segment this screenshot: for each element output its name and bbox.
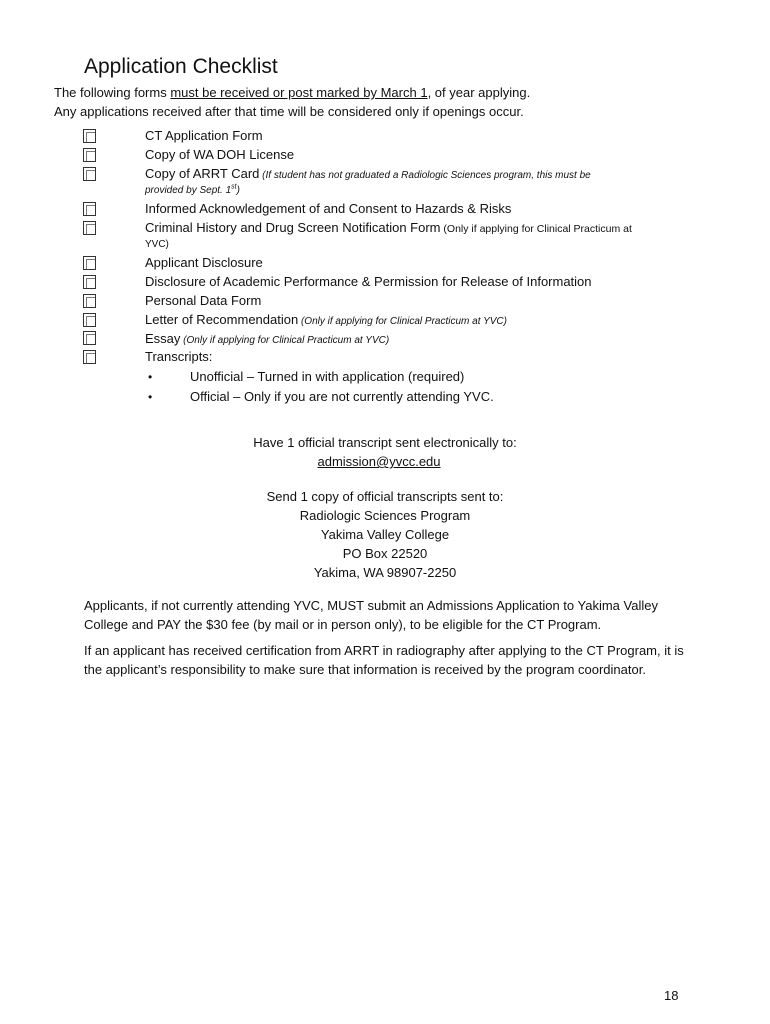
item-recommendation-note: (Only if applying for Clinical Practicum at YVC) <box>298 316 507 327</box>
arrt-note-sup: st <box>231 183 237 191</box>
item-doh-license: Copy of WA DOH License <box>145 147 295 162</box>
electronic-transcript-line: Have 1 official transcript sent electronically to: <box>253 435 517 450</box>
intro-text <box>54 83 530 121</box>
checkbox-criminal-history[interactable] <box>83 221 96 235</box>
address-line-1: Radiologic Sciences Program <box>299 508 471 523</box>
intro-line-1-pre: The following forms <box>54 85 171 100</box>
item-criminal-history <box>145 219 632 238</box>
checkbox-applicant-disclosure[interactable] <box>83 256 96 270</box>
transcript-official: Official – Only if you are not currently attending YVC. <box>190 389 494 404</box>
address-line-2: Yakima Valley College <box>320 527 450 542</box>
item-essay-label: Essay <box>145 331 181 346</box>
admission-email-link[interactable]: admission@yvcc.edu <box>317 454 441 469</box>
admissions-paragraph: Applicants, if not currently attending YVC, MUST submit an Admissions Application to Yakima Valley College and PAY the $30 fee (by mail or in person only), to be eligible for the CT Program. <box>84 598 658 632</box>
item-arrt-card-label: Copy of ARRT Card <box>145 166 260 181</box>
item-arrt-card <box>145 165 591 185</box>
item-transcripts: Transcripts: <box>145 349 213 364</box>
checkbox-transcripts[interactable] <box>83 350 96 364</box>
arrt-certification-paragraph: If an applicant has received certification from ARRT in radiography after applying to the CT Program, it is the applicant’s responsibility to make sure that information is received by the program coordinator. <box>84 643 684 677</box>
checkbox-academic-disclosure[interactable] <box>83 275 96 289</box>
page-title: Application Checklist <box>84 55 278 78</box>
item-essay-note: (Only if applying for Clinical Practicum at YVC) <box>180 335 390 346</box>
checkbox-recommendation[interactable] <box>83 313 96 327</box>
checkbox-essay[interactable] <box>83 331 96 345</box>
address-line-4: Yakima, WA 98907-2250 <box>313 565 457 580</box>
mail-transcript-line: Send 1 copy of official transcripts sent to: <box>266 489 504 504</box>
checkbox-arrt-card[interactable] <box>83 167 96 181</box>
checkbox-doh-license[interactable] <box>83 148 96 162</box>
item-arrt-card-note: (If student has not graduated a Radiologic Sciences program, this must be <box>259 170 591 181</box>
deadline-text: must be received or post marked by March 1 <box>170 85 428 100</box>
bullet-unofficial: • <box>148 370 153 384</box>
item-criminal-history-note-cont: YVC) <box>145 239 169 250</box>
arrt-note-cont-post: ) <box>236 185 240 196</box>
checkbox-personal-data[interactable] <box>83 294 96 308</box>
item-recommendation-label: Letter of Recommendation <box>145 312 299 327</box>
item-criminal-history-note: (Only if applying for Clinical Practicum at <box>440 223 632 235</box>
admission-email-row <box>0 452 770 471</box>
transcript-unofficial: Unofficial – Turned in with application (required) <box>190 369 465 384</box>
item-ct-application: CT Application Form <box>145 128 263 143</box>
item-applicant-disclosure: Applicant Disclosure <box>145 255 263 270</box>
item-arrt-card-note-cont <box>145 184 240 198</box>
checkbox-ct-application[interactable] <box>83 129 96 143</box>
item-recommendation <box>145 311 507 331</box>
item-criminal-history-label: Criminal History and Drug Screen Notification Form <box>145 220 441 235</box>
checkbox-informed-acknowledgement[interactable] <box>83 202 96 216</box>
intro-line-1-post: , of year applying. <box>427 85 531 100</box>
address-line-3: PO Box 22520 <box>342 546 428 561</box>
item-personal-data: Personal Data Form <box>145 293 262 308</box>
item-informed-acknowledgement: Informed Acknowledgement of and Consent to Hazards & Risks <box>145 201 512 216</box>
item-essay <box>145 330 389 350</box>
intro-line-2: Any applications received after that time will be considered only if openings occur. <box>54 104 524 119</box>
bullet-official: • <box>148 390 153 404</box>
item-academic-disclosure: Disclosure of Academic Performance & Permission for Release of Information <box>145 274 592 289</box>
arrt-note-cont-pre: provided by Sept. 1 <box>145 185 232 196</box>
intro-line-1 <box>54 83 530 102</box>
page-number: 18 <box>664 988 679 1003</box>
